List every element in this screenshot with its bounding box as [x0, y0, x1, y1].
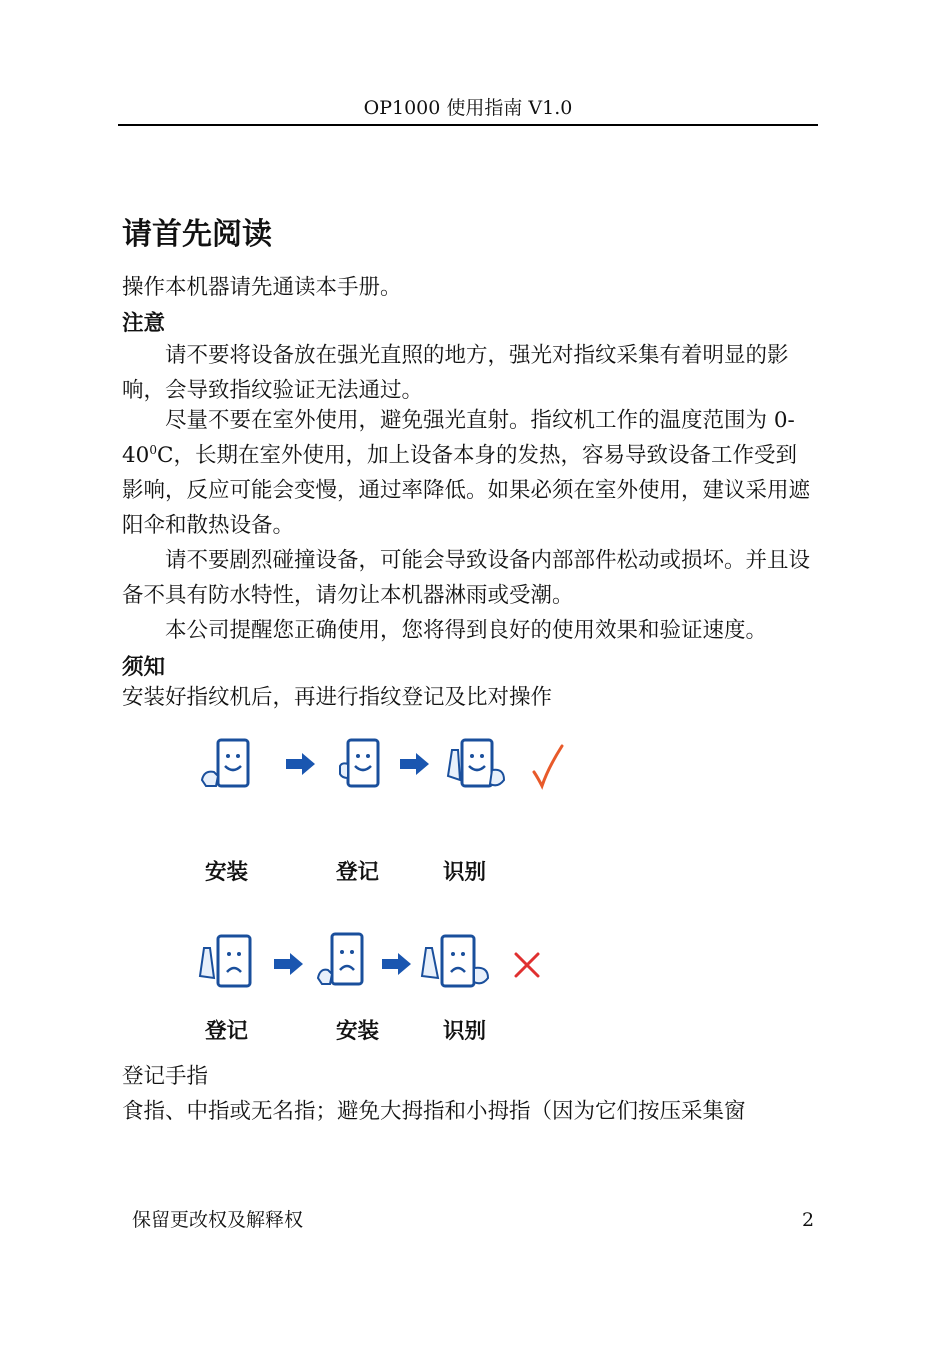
notice-paragraph-1: 请不要将设备放在强光直照的地方，强光对指纹采集有着明显的影响，会导致指纹验证无法通过。	[122, 343, 789, 403]
wrong-flow-label-1: 登记	[205, 1019, 249, 1044]
correct-flow-diagram	[190, 730, 590, 810]
notice-p2-part-b: C，长期在室外使用，加上设备本身的发热，容易导致设备工作受到影响，反应可能会变慢，通过率降低。如果必须在室外使用，建议采用遮阳伞和散热设备。	[122, 443, 811, 538]
wrong-flow-diagram	[190, 928, 590, 1008]
sad-device-enroll-icon	[198, 932, 262, 992]
footer-rights-text: 保留更改权及解释权	[132, 1209, 304, 1231]
arrow-right-icon	[382, 952, 412, 976]
correct-flow-label-2: 登记	[336, 860, 380, 885]
degree-superscript: 0	[149, 442, 157, 457]
enroll-heading: 登记手指	[122, 1064, 209, 1089]
cross-mark-icon	[512, 950, 542, 980]
must-know-text: 安装好指纹机后，再进行指纹登记及比对操作	[122, 685, 553, 710]
notice-paragraph-3: 请不要剧烈碰撞设备，可能会导致设备内部部件松动或损坏。并且设备不具有防水特性，请勿让本机器淋雨或受潮。	[122, 548, 811, 608]
notice-paragraph-4: 本公司提醒您正确使用，您将得到良好的使用效果和验证速度。	[165, 618, 768, 643]
check-mark-icon	[530, 742, 566, 792]
smiling-device-identify-icon	[446, 736, 510, 792]
smiling-device-install-icon	[198, 736, 254, 792]
enroll-text: 食指、中指或无名指；避免大拇指和小拇指（因为它们按压采集窗	[122, 1099, 746, 1124]
arrow-right-icon	[286, 752, 316, 776]
header-rule	[118, 124, 818, 126]
correct-flow-label-3: 识别	[443, 860, 487, 885]
page-number: 2	[802, 1209, 815, 1231]
must-know-heading: 须知	[122, 655, 166, 680]
section-title: 请首先阅读	[122, 217, 272, 252]
wrong-flow-label-2: 安装	[336, 1019, 380, 1044]
arrow-right-icon	[400, 752, 430, 776]
arrow-right-icon	[274, 952, 304, 976]
smiling-device-enroll-icon	[334, 736, 390, 792]
notice-heading: 注意	[122, 311, 166, 336]
sad-device-identify-icon	[420, 932, 496, 992]
correct-flow-label-1: 安装	[205, 860, 249, 885]
wrong-flow-label-3: 识别	[443, 1019, 487, 1044]
notice-p2-part-a: 尽量不要在室外使用，避免强光直射。指纹机工作的温度范围为 0-40	[122, 408, 795, 468]
page-header: OP1000 使用指南 V1.0	[363, 97, 573, 119]
notice-paragraph-2	[122, 403, 818, 543]
intro-text: 操作本机器请先通读本手册。	[122, 275, 402, 300]
sad-device-install-icon	[316, 930, 368, 990]
